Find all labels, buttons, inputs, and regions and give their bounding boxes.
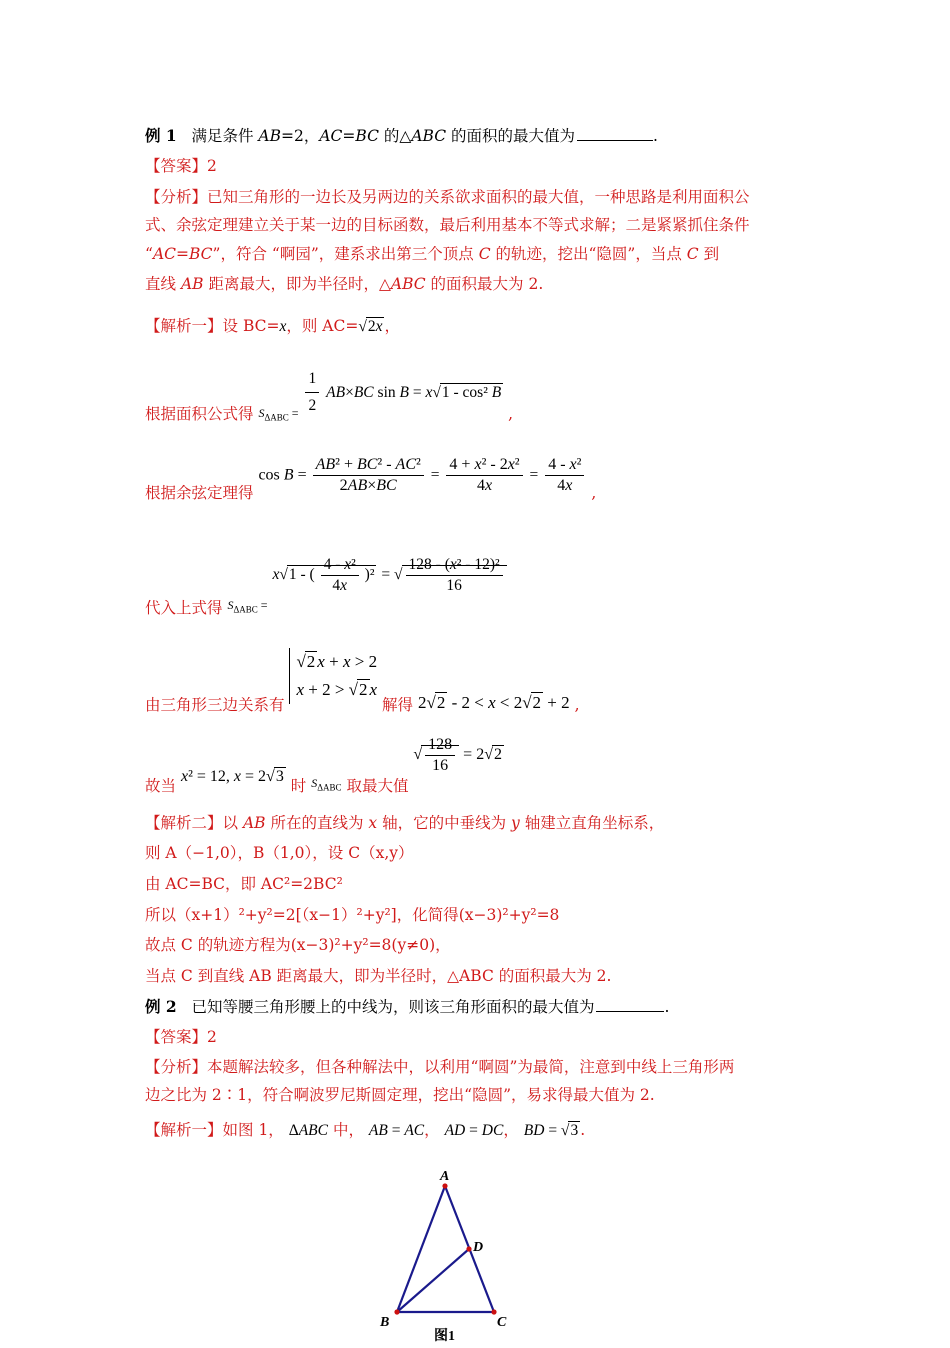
formula: = (430, 466, 440, 484)
formula: = (529, 466, 539, 484)
median-bd (397, 1249, 469, 1312)
ex1-answer: 【答案】2 (145, 157, 217, 175)
ex1-solution2-line-6: 当点 C 到直线 AB 距离最大，即为半径时，△ABC 的面积最大为 2. (145, 967, 612, 985)
answer-blank (577, 140, 653, 141)
formula: = √ $\frac{\text{128 - (x² - 12)²}}{16}$ (381, 566, 506, 583)
formula: AB×BC sin B = x√1 - cos² B (326, 383, 502, 401)
triangle-figure (370, 1160, 530, 1344)
label-c: C (497, 1315, 507, 1330)
ex2-solution1: 【解析一】如图 1， ΔABC 中， AB = AC， AD = DC， BD = √3 . (145, 1121, 586, 1139)
ex2-question: 例 2 已知等腰三角形腰上的中线为，则该三角形面积的最大值为 . (145, 997, 670, 1016)
label-b: B (380, 1315, 390, 1330)
ex1-analysis-line-3: “AC=BC”，符合 “啊园”，建系求出第三个顶点 C 的轨迹，挖出“隐圆”，当点 C 到 (145, 245, 720, 263)
figure-caption: 图1 (434, 1329, 455, 1344)
triangle-diagram (370, 1160, 530, 1344)
formula: √ $\frac{128}{16}$ = 2√2 (413, 736, 502, 774)
formula: x² = 12, x = 2√3 (180, 768, 284, 786)
point-d (466, 1246, 471, 1251)
ex1-solution2-line-2: 则 A（−1,0），B（1,0），设 C（x,y） (145, 844, 414, 862)
formula: AB = AC (368, 1122, 425, 1139)
formula: SΔABC (311, 776, 342, 793)
ex2-answer: 【答案】2 (145, 1028, 217, 1046)
ex1-solution2-line-4: 所以（x+1）²+y²=2[（x−1）²+y²]，化简得(x−3)²+y²=8 (145, 906, 560, 924)
formula: $\frac{\text{4 + x² - 2x²}}{4x}$ (446, 455, 522, 496)
ex1-solution1-line-1: 【解析一】设 BC=x，则 AC=√2x ， (145, 317, 400, 335)
formula: √2x (358, 318, 383, 335)
ex1-analysis-line-2: 式、余弦定理建立关于某一边的目标函数，最后利用基本不等式求解；二是紧紧抓住条件 (145, 216, 750, 234)
point-c (491, 1309, 496, 1314)
ex1-question: 例 1 满足条件 AB=2，AC=BC 的△ABC 的面积的最大值为 . (145, 126, 658, 145)
answer-blank (596, 1011, 664, 1012)
ex1-solution2-line-5: 故点 C 的轨迹方程为(x−3)²+y²=8(y≠0)， (145, 936, 451, 954)
ex2-analysis-line-2: 边之比为 2∶1，符合啊波罗尼斯圆定理，挖出“隐圆”，易求得最大值为 2. (145, 1086, 655, 1104)
ex1-solution1-line-5: 由三角形三边关系有 √2 x + x > 2 x + 2 > √2 x 解得 2√2 - 2 < x < 2√2 + 2 , (145, 648, 580, 704)
ex1-solution2-line-1: 【解析二】以 AB 所在的直线为 x 轴，它的中垂线为 y 轴建立直角坐标系， (145, 814, 665, 832)
ex1-solution2-line-3: 由 AC=BC，即 AC²=2BC² (145, 875, 343, 893)
formula: SΔABC = (258, 405, 299, 422)
ex1-label: 例 1 (145, 126, 177, 145)
formula: cos B = (258, 466, 311, 484)
formula: x√1 - ( $\frac{\text{4 - x²}}{4x}$ )² (272, 556, 375, 594)
ex1-solution1-line-2: 根据面积公式得 $_{S_{\Delta ABC} =}$ $\frac{1}{2}$ AB×BC sin B = x√1 - cos² B , (145, 366, 513, 419)
formula: $\frac{\text{4 - x²}}{4x}$ (545, 455, 584, 496)
ex2-analysis-line-1: 【分析】本题解法较多，但各种解法中，以利用“啊圆”为最简，注意到中线上三角形两 (145, 1058, 735, 1076)
ex1-solution1-line-6: 故当 x² = 12, x = 2√3 时 $_{S_{\Delta ABC}}$ 取最大值 √ $\frac{128}{16}$ = 2√2 (145, 736, 502, 796)
ex1-solution1-line-4: 代入上式得 $_{S_{\Delta ABC} =}$ x√1 - ( $\frac{\text{4 - x²}}{4x}$ )² = √ $\frac{\text{128 - (x² - 12)²}}{16}$ (145, 545, 507, 586)
formula: $\frac{1}{2}$ (305, 366, 319, 419)
formula: SΔABC = (227, 598, 268, 615)
ex1-analysis-line-1: 【分析】已知三角形的一边长及另两边的关系欲求面积的最大值，一种思路是利用面积公 (145, 188, 750, 206)
ex1-analysis-line-4: 直线 AB 距离最大，即为半径时，△ABC 的面积最大为 2. (145, 275, 544, 293)
side-ab (397, 1186, 445, 1312)
point-a (442, 1183, 447, 1188)
formula: ΔABC (288, 1122, 328, 1139)
formula: BD = √3 (523, 1122, 579, 1139)
ex1-solution1-line-3: 根据余弦定理得 cos B = $\frac{\text{AB² + BC² - AC²}}{2AB\times BC}$ = $\frac{\text{4 + x² - 2x²}}{4x}$ = $\frac{\text{4 - x²}}{4x}$ , (145, 456, 597, 502)
ex2-label: 例 2 (145, 997, 177, 1016)
formula: √2 x + x > 2 x + 2 > √2 x (289, 648, 377, 704)
point-b (394, 1309, 399, 1314)
formula: 2√2 - 2 < x < 2√2 + 2 (417, 693, 570, 712)
label-d: D (473, 1240, 484, 1255)
formula: x (279, 318, 287, 335)
formula: AD = DC (444, 1122, 504, 1139)
formula: $\frac{\text{AB² + BC² - AC²}}{2AB\times BC}$ (313, 455, 424, 496)
label-a: A (440, 1169, 450, 1184)
